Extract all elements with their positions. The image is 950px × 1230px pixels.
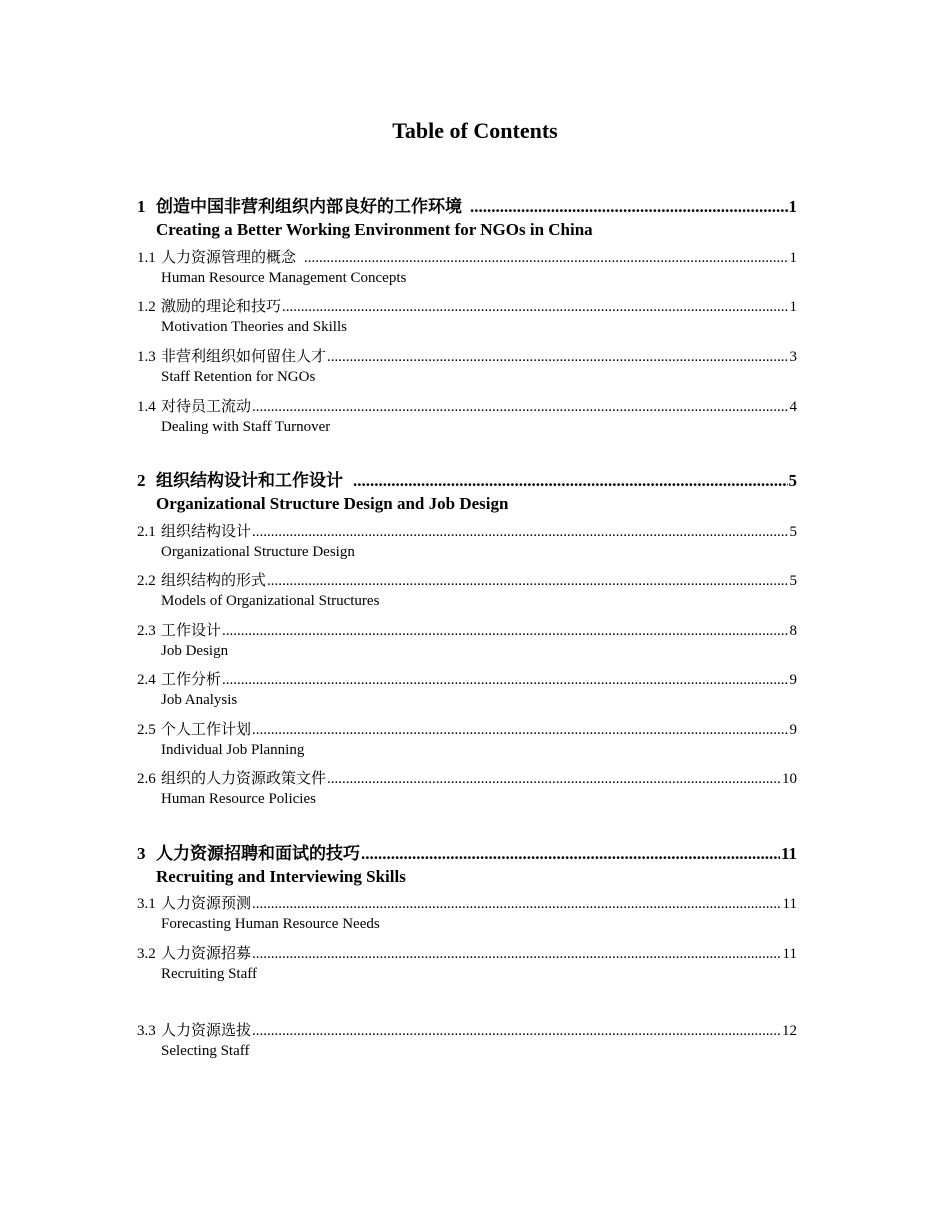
chapter-number: 2	[137, 471, 146, 490]
section-title-zh: 组织结构设计	[161, 524, 252, 540]
section-title-en: Human Resource Management Concepts	[161, 270, 407, 286]
chapter-title-en: Recruiting and Interviewing Skills	[156, 867, 406, 886]
dot-leader	[353, 471, 788, 491]
section-number: 3.1	[137, 896, 156, 912]
dot-leader	[361, 844, 780, 864]
toc-section-2-3[interactable]	[137, 619, 797, 660]
dot-leader	[252, 896, 782, 913]
page-number: 1	[789, 250, 797, 266]
section-title-en: Forecasting Human Resource Needs	[161, 916, 380, 932]
section-title-zh: 非营利组织如何留住人才	[161, 349, 327, 365]
page-number: 5	[789, 524, 797, 540]
section-title-zh: 人力资源招募	[161, 946, 252, 962]
section-title-en: Individual Job Planning	[161, 742, 305, 758]
section-title-zh: 人力资源选拔	[161, 1023, 252, 1039]
page-number: 4	[789, 399, 797, 415]
page-title: Table of Contents	[392, 118, 558, 143]
toc-section-2-6[interactable]	[137, 767, 797, 808]
section-title-en: Human Resource Policies	[161, 791, 316, 807]
section-title-zh: 人力资源管理的概念	[161, 250, 297, 266]
section-title-zh: 工作设计	[161, 623, 222, 639]
dot-leader	[252, 524, 788, 541]
section-title-zh: 个人工作计划	[161, 722, 252, 738]
page-number: 12	[782, 1023, 797, 1039]
section-title-zh: 组织结构的形式	[161, 573, 267, 589]
dot-leader	[222, 623, 788, 640]
chapter-number: 1	[137, 197, 146, 216]
page-number: 9	[789, 672, 797, 688]
section-number: 2.4	[137, 672, 156, 688]
section-number: 1.4	[137, 399, 156, 415]
section-title-en: Motivation Theories and Skills	[161, 319, 347, 335]
toc-section-2-4[interactable]	[137, 668, 797, 709]
section-title-en: Selecting Staff	[161, 1043, 250, 1059]
page-number: 11	[782, 896, 797, 912]
toc-section-1-4[interactable]	[137, 395, 797, 436]
section-number: 2.3	[137, 623, 156, 639]
toc-chapter-1[interactable]	[137, 192, 797, 240]
dot-leader	[222, 672, 788, 689]
section-title-zh: 人力资源预测	[161, 896, 252, 912]
page-number: 9	[789, 722, 797, 738]
dot-leader	[282, 299, 788, 316]
page-number: 8	[789, 623, 797, 639]
toc-chapter-3[interactable]	[137, 839, 797, 887]
section-title-zh: 工作分析	[161, 672, 222, 688]
toc-section-1-1[interactable]	[137, 246, 797, 287]
dot-leader	[470, 197, 788, 217]
dot-leader	[327, 771, 781, 788]
dot-leader	[327, 349, 788, 366]
toc-section-2-2[interactable]	[137, 569, 797, 610]
section-title-zh: 激励的理论和技巧	[161, 299, 282, 315]
chapter-title-en: Creating a Better Working Environment for NGOs in China	[156, 220, 593, 239]
section-number: 2.6	[137, 771, 156, 787]
toc-section-1-3[interactable]	[137, 345, 797, 386]
section-number: 2.1	[137, 524, 156, 540]
toc-section-2-1[interactable]	[137, 520, 797, 561]
toc-section-3-2[interactable]	[137, 942, 797, 983]
page-number: 1	[789, 299, 797, 315]
section-number: 3.3	[137, 1023, 156, 1039]
section-number: 2.5	[137, 722, 156, 738]
section-title-en: Job Analysis	[161, 692, 238, 708]
section-number: 3.2	[137, 946, 156, 962]
toc-chapter-2[interactable]	[137, 466, 797, 514]
page-number: 10	[782, 771, 797, 787]
section-title-en: Recruiting Staff	[161, 966, 257, 982]
dot-leader	[267, 573, 788, 590]
page-number: 11	[780, 844, 797, 863]
toc-section-3-1[interactable]	[137, 892, 797, 933]
page-number: 1	[788, 197, 797, 216]
section-title-en: Job Design	[161, 643, 229, 659]
section-title-zh: 组织的人力资源政策文件	[161, 771, 327, 787]
dot-leader	[252, 399, 788, 416]
page-number: 11	[782, 946, 797, 962]
toc-section-3-3[interactable]	[137, 1019, 797, 1060]
section-number: 1.2	[137, 299, 156, 315]
toc-section-1-2[interactable]	[137, 295, 797, 336]
page-number: 5	[789, 573, 797, 589]
chapter-title-zh: 创造中国非营利组织内部良好的工作环境	[156, 197, 462, 216]
section-title-en: Models of Organizational Structures	[161, 593, 380, 609]
dot-leader	[252, 946, 782, 963]
chapter-number: 3	[137, 844, 146, 863]
chapter-title-en: Organizational Structure Design and Job Design	[156, 494, 509, 513]
section-number: 1.1	[137, 250, 156, 266]
section-title-en: Dealing with Staff Turnover	[161, 419, 331, 435]
chapter-title-zh: 组织结构设计和工作设计	[156, 471, 343, 490]
section-title-en: Organizational Structure Design	[161, 544, 355, 560]
page-number: 3	[789, 349, 797, 365]
section-title-zh: 对待员工流动	[161, 399, 252, 415]
page-number: 5	[788, 471, 797, 490]
chapter-title-zh: 人力资源招聘和面试的技巧	[156, 844, 360, 863]
toc-section-2-5[interactable]	[137, 718, 797, 759]
dot-leader	[252, 1023, 781, 1040]
section-number: 2.2	[137, 573, 156, 589]
dot-leader	[304, 250, 788, 267]
section-number: 1.3	[137, 349, 156, 365]
section-title-en: Staff Retention for NGOs	[161, 369, 316, 385]
dot-leader	[252, 722, 788, 739]
